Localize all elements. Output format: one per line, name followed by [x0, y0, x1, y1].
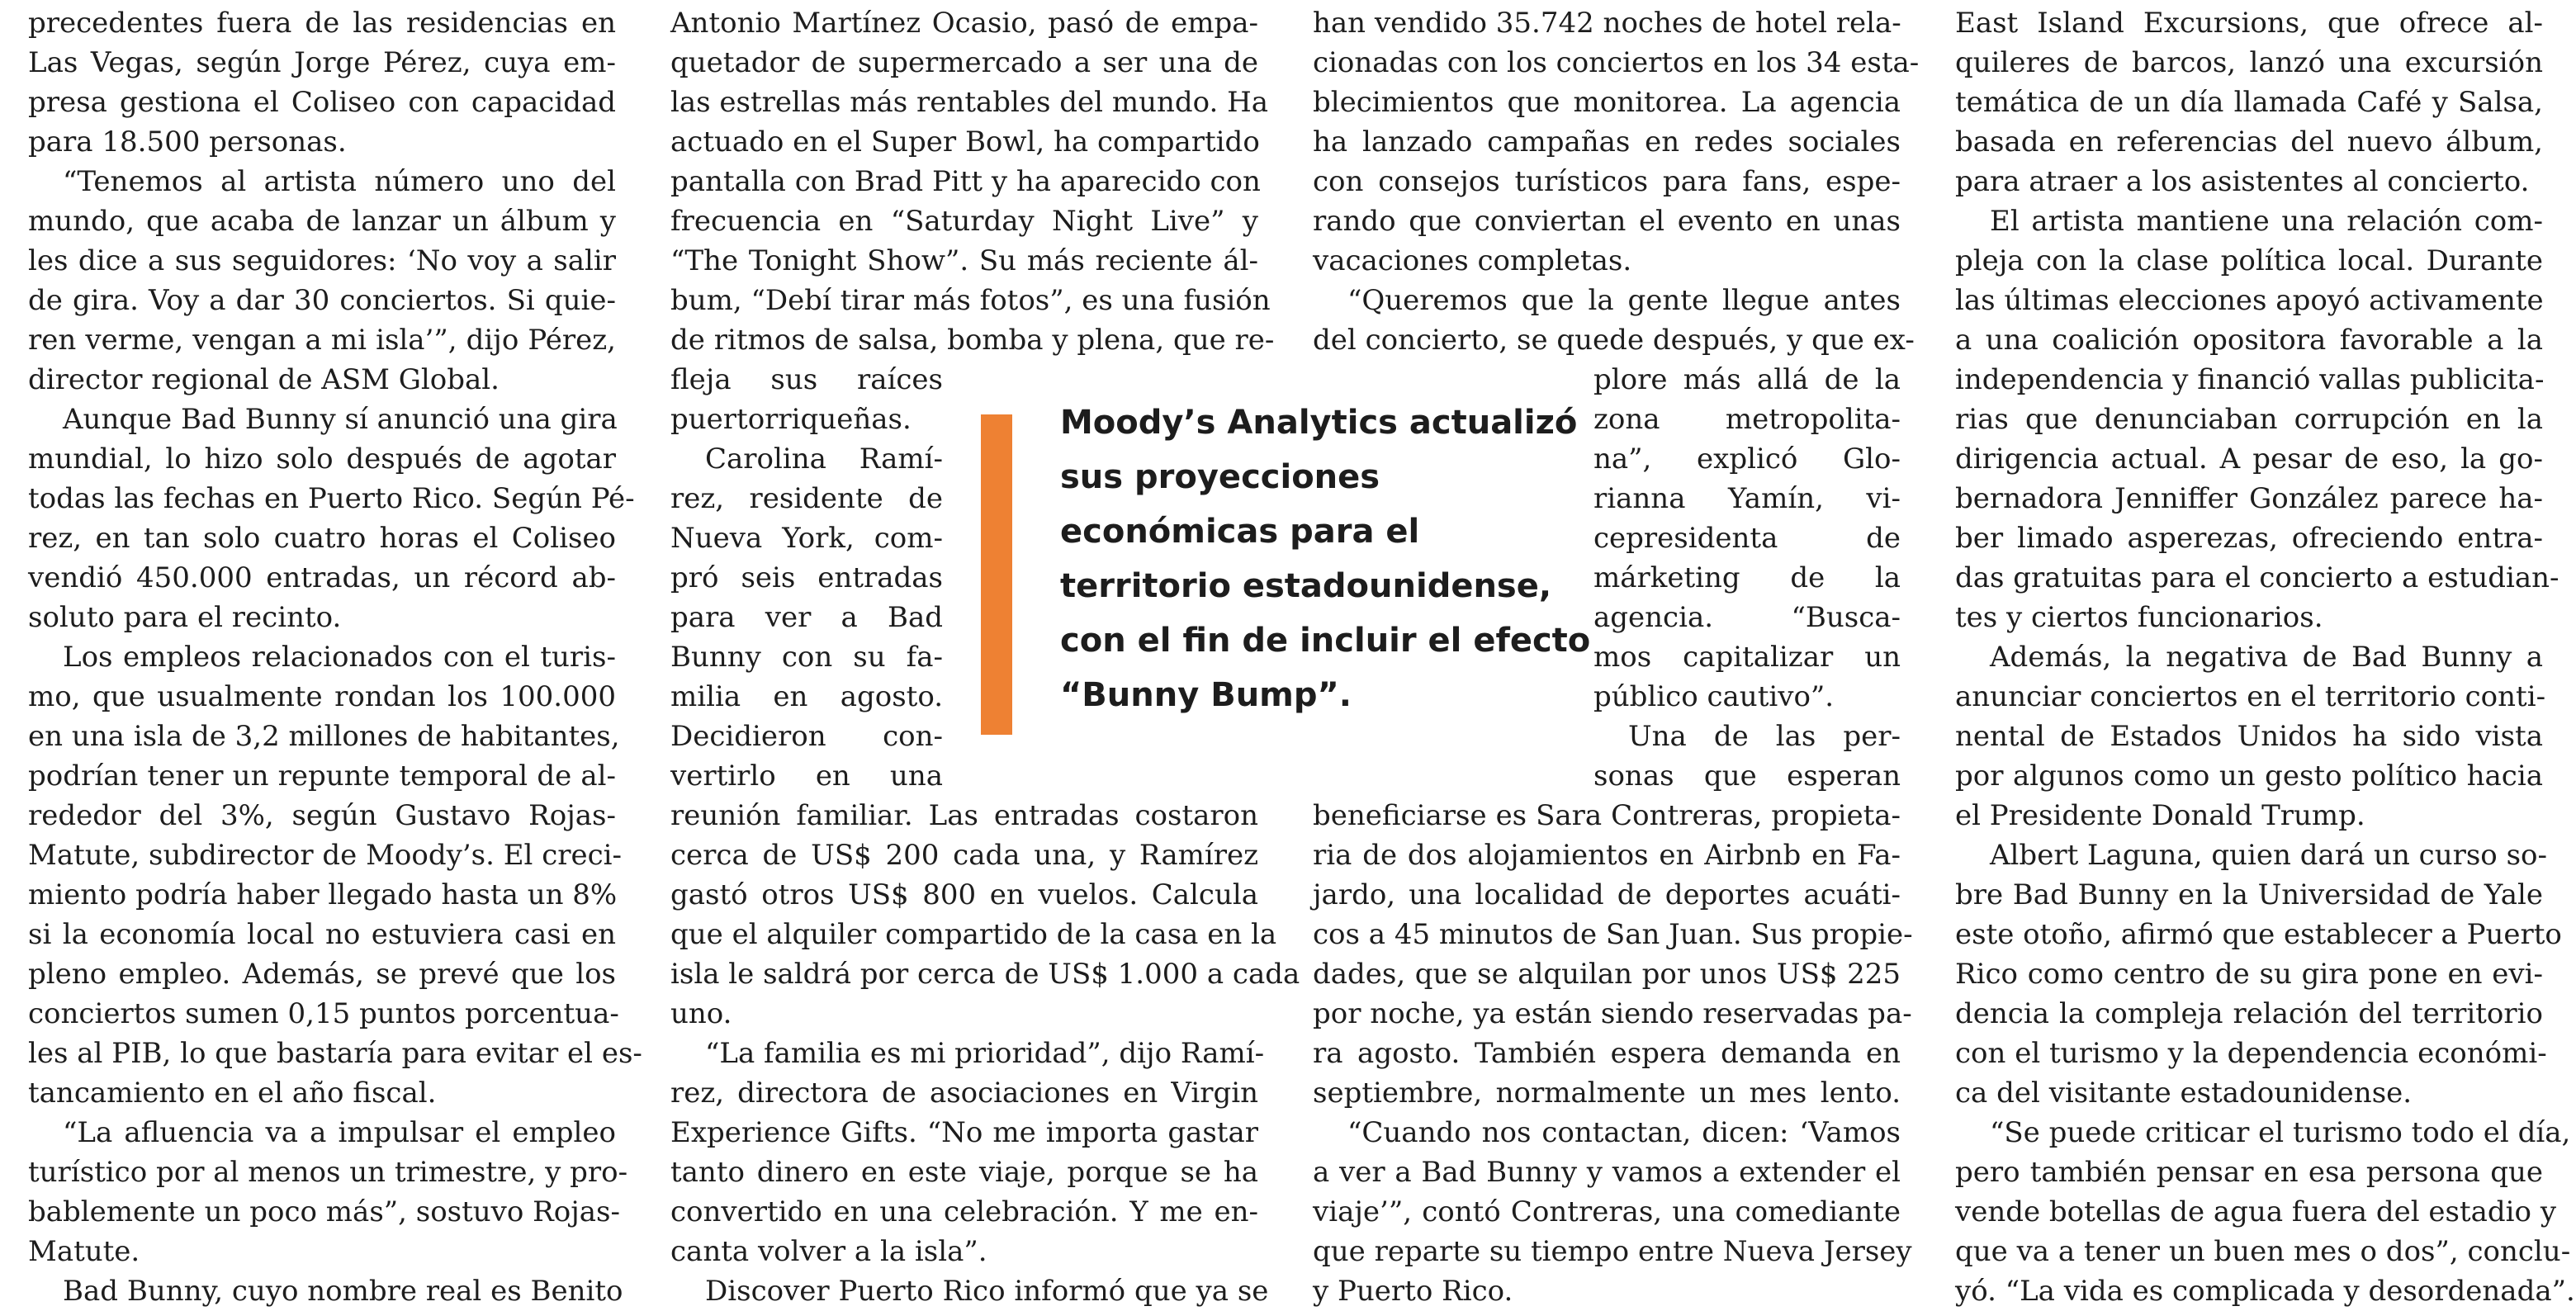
text-line: tes y ciertos funcionarios. — [1955, 601, 2323, 634]
text-line: jardo, una localidad de deportes acuáti- — [1313, 878, 1901, 911]
pull-quote-line: con el fin de incluir el efecto — [1060, 622, 1591, 660]
text-line: rez, directora de asociaciones en Virgin — [670, 1077, 1258, 1110]
text-line: uno. — [670, 997, 732, 1030]
text-line: das gratuitas para el concierto a estudian- — [1955, 561, 2559, 594]
text-line: las últimas elecciones apoyó activamente — [1955, 284, 2544, 317]
text-line: vertirlo en una — [670, 760, 943, 793]
text-line: bernadora Jenniffer González parece ha- — [1955, 482, 2543, 515]
text-line: y Puerto Rico. — [1313, 1275, 1513, 1308]
text-line: presa gestiona el Coliseo con capacidad — [28, 86, 616, 119]
text-line: las estrellas más rentables del mundo. Ha — [670, 86, 1269, 119]
text-line: anunciar conciertos en el territorio conti- — [1955, 680, 2546, 713]
text-line: pleja con la clase política local. Durante — [1955, 244, 2543, 277]
text-line: con consejos turísticos para fans, espe- — [1313, 165, 1901, 198]
text-line: rando que conviertan el evento en unas — [1313, 205, 1901, 238]
text-line: bum, “Debí tirar más fotos”, es una fusión — [670, 284, 1271, 317]
text-line: han vendido 35.742 noches de hotel rela- — [1313, 7, 1901, 40]
text-line: a una coalición opositora favorable a la — [1955, 324, 2543, 357]
text-line: Antonio Martínez Ocasio, pasó de empa- — [670, 7, 1258, 40]
text-line: por algunos como un gesto político hacia — [1955, 760, 2543, 793]
text-line: rededor del 3%, según Gustavo Rojas- — [28, 799, 616, 832]
text-line: Bunny con su fa- — [670, 641, 943, 674]
text-line: blecimientos que monitorea. La agencia — [1313, 86, 1901, 119]
text-line: ber limado asperezas, ofreciendo entra- — [1955, 522, 2543, 555]
text-line: el Presidente Donald Trump. — [1955, 799, 2365, 832]
text-line: Nueva York, com- — [670, 522, 943, 555]
text-line: mos capitalizar un — [1593, 641, 1901, 674]
text-line: plore más allá de la — [1593, 363, 1901, 396]
text-line: yó. “La vida es complicada y desordenada”. — [1955, 1275, 2575, 1308]
text-line: vende botellas de agua fuera del estadio y — [1955, 1195, 2557, 1228]
text-line: bre Bad Bunny en la Universidad de Yale — [1955, 878, 2543, 911]
text-line: sonas que esperan — [1593, 760, 1901, 793]
text-line: nental de Estados Unidos ha sido vista — [1955, 720, 2543, 753]
text-line: Aunque Bad Bunny sí anunció una gira — [63, 403, 618, 436]
text-line: dades, que se alquilan por unos US$ 225 — [1313, 958, 1901, 991]
text-line: rias que denunciaban corrupción en la — [1955, 403, 2543, 436]
text-line: actuado en el Super Bowl, ha compartido — [670, 125, 1260, 159]
text-line: soluto para el recinto. — [28, 601, 342, 634]
text-line: turístico por al menos un trimestre, y pro- — [28, 1156, 628, 1189]
text-line: conciertos sumen 0,15 puntos porcentua- — [28, 997, 619, 1030]
text-line: ren verme, vengan a mi isla’”, dijo Pérez, — [28, 324, 616, 357]
text-line: pantalla con Brad Pitt y ha aparecido con — [670, 165, 1261, 198]
text-line: canta volver a la isla”. — [670, 1235, 987, 1268]
text-line: puertorriqueñas. — [670, 403, 912, 436]
text-line: mo, que usualmente rondan los 100.000 — [28, 680, 616, 713]
text-line: Bad Bunny, cuyo nombre real es Benito — [63, 1275, 623, 1308]
text-line: ra agosto. También espera demanda en — [1313, 1037, 1901, 1070]
text-line: en una isla de 3,2 millones de habitantes, — [28, 720, 620, 753]
text-line: del concierto, se quede después, y que ex- — [1313, 324, 1915, 357]
text-line: vendió 450.000 entradas, un récord ab- — [28, 561, 616, 594]
pull-quote-line: Moody’s Analytics actualizó — [1060, 404, 1578, 442]
text-line: mundo, que acaba de lanzar un álbum y — [28, 205, 616, 238]
pull-quote-line: territorio estadounidense, — [1060, 567, 1552, 605]
text-line: zona metropolita- — [1593, 403, 1901, 436]
text-line: septiembre, normalmente un mes lento. — [1313, 1077, 1901, 1110]
text-line: que va a tener un buen mes o dos”, conclu- — [1955, 1235, 2571, 1268]
text-line: Matute. — [28, 1235, 140, 1268]
text-line: para atraer a los asistentes al concierto. — [1955, 165, 2530, 198]
text-line: Las Vegas, según Jorge Pérez, cuya em- — [28, 46, 616, 79]
text-line: miento podría haber llegado hasta un 8% — [28, 878, 618, 911]
text-line: por noche, ya están siendo reservadas pa- — [1313, 997, 1912, 1030]
text-line: frecuencia en “Saturday Night Live” y — [670, 205, 1258, 238]
pull-quote-accent-bar — [981, 414, 1012, 735]
text-line: Además, la negativa de Bad Bunny a — [1990, 641, 2543, 674]
text-line: director regional de ASM Global. — [28, 363, 500, 396]
text-line: rez, en tan solo cuatro horas el Coliseo — [28, 522, 616, 555]
text-line: Albert Laguna, quien dará un curso so- — [1990, 839, 2547, 872]
text-line: cionadas con los conciertos en los 34 esta- — [1313, 46, 1920, 79]
text-line: tanto dinero en este viaje, porque se ha — [670, 1156, 1258, 1189]
text-line: de ritmos de salsa, bomba y plena, que re- — [670, 324, 1275, 357]
text-line: dirigencia actual. A pesar de eso, la go- — [1955, 443, 2543, 476]
pull-quote-line: sus proyecciones — [1060, 458, 1380, 496]
text-line: “La afluencia va a impulsar el empleo — [63, 1116, 616, 1149]
text-line: mundial, lo hizo solo después de agotar — [28, 443, 616, 476]
text-line: les dice a sus seguidores: ‘No voy a salir — [28, 244, 616, 277]
text-line: Experience Gifts. “No me importa gastar — [670, 1116, 1258, 1149]
text-line: que reparte su tiempo entre Nueva Jersey — [1313, 1235, 1912, 1268]
pull-quote-line: económicas para el — [1060, 513, 1420, 551]
text-line: ca del visitante estadounidense. — [1955, 1077, 2413, 1110]
text-line: temática de un día llamada Café y Salsa, — [1955, 86, 2543, 119]
text-line: tancamiento en el año fiscal. — [28, 1077, 437, 1110]
text-line: este otoño, afirmó que establecer a Puerto — [1955, 918, 2562, 951]
text-line: ha lanzado campañas en redes sociales — [1313, 125, 1901, 159]
text-line: cepresidenta de — [1593, 522, 1901, 555]
text-line: quetador de supermercado a ser una de — [670, 46, 1258, 79]
text-line: convertido en una celebración. Y me en- — [670, 1195, 1258, 1228]
text-line: independencia y financió vallas publicita- — [1955, 363, 2545, 396]
text-line: East Island Excursions, que ofrece al- — [1955, 7, 2543, 40]
text-line: ria de dos alojamientos en Airbnb en Fa- — [1313, 839, 1901, 872]
text-line: les al PIB, lo que bastaría para evitar el es- — [28, 1037, 642, 1070]
text-line: cos a 45 minutos de San Juan. Sus propie- — [1313, 918, 1913, 951]
text-line: El artista mantiene una relación com- — [1990, 205, 2543, 238]
text-line: “Se puede criticar el turismo todo el día, — [1990, 1116, 2571, 1149]
text-line: “The Tonight Show”. Su más reciente ál- — [670, 244, 1258, 277]
text-line: con el turismo y la dependencia económi- — [1955, 1037, 2547, 1070]
text-line: Discover Puerto Rico informó que ya se — [705, 1275, 1269, 1308]
text-line: rez, residente de — [670, 482, 943, 515]
text-line: para ver a Bad — [670, 601, 943, 634]
text-line: público cautivo”. — [1593, 680, 1835, 713]
text-line: pleno empleo. Además, se prevé que los — [28, 958, 616, 991]
text-line: Decidieron con- — [670, 720, 943, 753]
text-line: márketing de la — [1593, 561, 1901, 594]
text-line: que el alquiler compartido de la casa en la — [670, 918, 1277, 951]
text-line: cerca de US$ 200 cada una, y Ramírez — [670, 839, 1258, 872]
text-line: de gira. Voy a dar 30 conciertos. Si quie- — [28, 284, 616, 317]
text-line: “Tenemos al artista número uno del — [63, 165, 616, 198]
text-line: fleja sus raíces — [670, 363, 943, 396]
text-line: podrían tener un repunte temporal de al- — [28, 760, 616, 793]
text-line: bablemente un poco más”, sostuvo Rojas- — [28, 1195, 620, 1228]
text-line: beneficiarse es Sara Contreras, propieta- — [1313, 799, 1901, 832]
text-line: viaje’”, contó Contreras, una comediante — [1313, 1195, 1901, 1228]
text-line: “Cuando nos contactan, dicen: ‘Vamos — [1347, 1116, 1901, 1149]
text-line: Carolina Ramí- — [705, 443, 943, 476]
text-line: agencia. “Busca- — [1593, 601, 1901, 634]
text-line: para 18.500 personas. — [28, 125, 347, 159]
text-line: precedentes fuera de las residencias en — [28, 7, 616, 40]
text-line: isla le saldrá por cerca de US$ 1.000 a cada — [670, 958, 1300, 991]
pull-quote — [981, 395, 1608, 758]
text-line: “La familia es mi prioridad”, dijo Ramí- — [705, 1037, 1265, 1070]
text-line: si la economía local no estuviera casi en — [28, 918, 616, 951]
text-line: pró seis entradas — [670, 561, 943, 594]
text-line: Matute, subdirector de Moody’s. El creci- — [28, 839, 623, 872]
text-line: “Queremos que la gente llegue antes — [1347, 284, 1901, 317]
text-line: vacaciones completas. — [1313, 244, 1632, 277]
text-line: Los empleos relacionados con el turis- — [63, 641, 616, 674]
text-line: Una de las per- — [1628, 720, 1901, 753]
text-line: Rico como centro de su gira pone en evi- — [1955, 958, 2543, 991]
text-line: dencia la compleja relación del territorio — [1955, 997, 2543, 1030]
text-line: pero también pensar en esa persona que — [1955, 1156, 2543, 1189]
text-line: reunión familiar. Las entradas costaron — [670, 799, 1258, 832]
text-line: quileres de barcos, lanzó una excursión — [1955, 46, 2543, 79]
text-line: gastó otros US$ 800 en vuelos. Calcula — [670, 878, 1258, 911]
text-line: a ver a Bad Bunny y vamos a extender el — [1313, 1156, 1901, 1189]
text-line: na”, explicó Glo- — [1593, 443, 1901, 476]
text-line: rianna Yamín, vi- — [1593, 482, 1901, 515]
text-line: milia en agosto. — [670, 680, 943, 713]
text-line: basada en referencias del nuevo álbum, — [1955, 125, 2543, 159]
pull-quote-line: “Bunny Bump”. — [1060, 676, 1352, 714]
text-line: todas las fechas en Puerto Rico. Según Pé- — [28, 482, 635, 515]
